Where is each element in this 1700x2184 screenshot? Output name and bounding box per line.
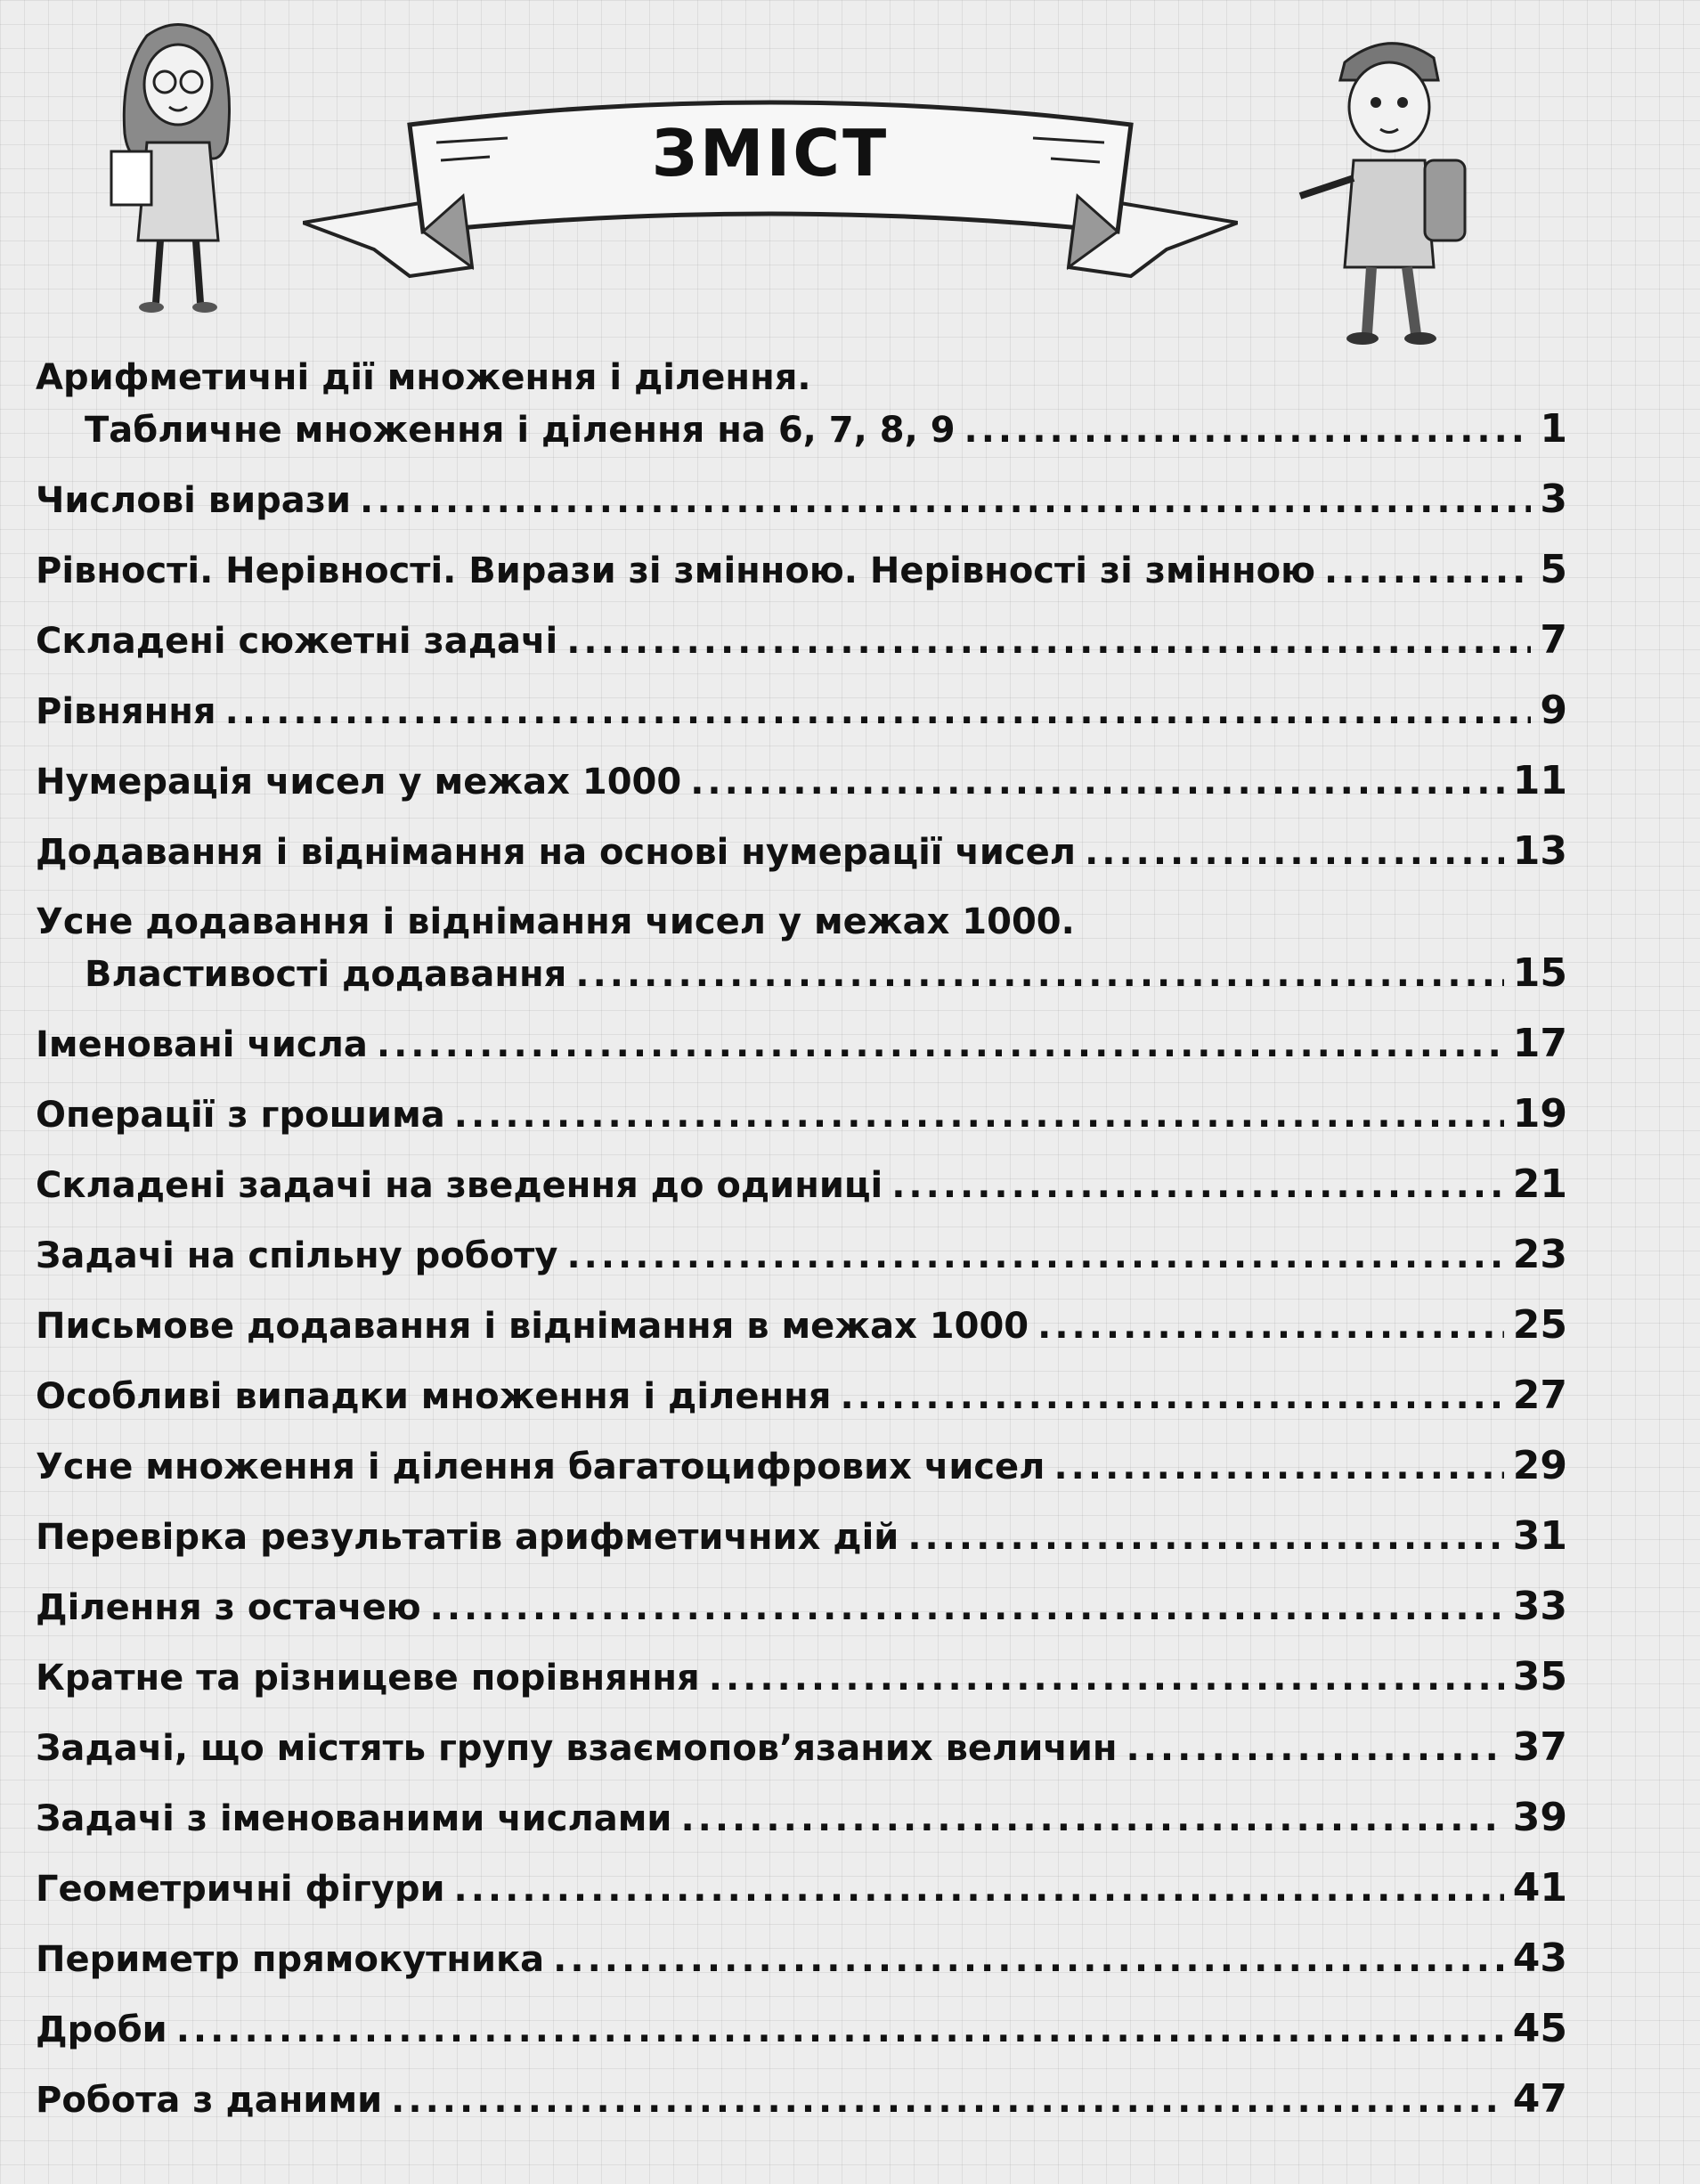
dot-leader — [391, 2074, 1504, 2126]
toc-entry-page: 11 — [1512, 758, 1567, 803]
toc-entry[interactable] — [36, 896, 1567, 1018]
toc-entry-title: Числові вирази — [36, 480, 352, 521]
toc-entry-title: Кратне та різницеве порівняння — [36, 1658, 700, 1699]
dot-leader — [430, 1582, 1504, 1634]
toc-entry-title: Дроби — [36, 2009, 167, 2050]
toc-entry-page: 27 — [1512, 1373, 1567, 1418]
toc-entry[interactable] — [36, 1088, 1567, 1159]
toc-entry-page: 21 — [1512, 1161, 1567, 1207]
toc-entry-page: 9 — [1540, 688, 1567, 733]
dot-leader — [1037, 1300, 1504, 1352]
table-of-contents — [36, 352, 1567, 2144]
toc-entry-page: 29 — [1512, 1443, 1567, 1488]
dot-leader — [964, 404, 1532, 456]
toc-entry[interactable] — [36, 1440, 1567, 1511]
toc-entry[interactable] — [36, 1018, 1567, 1088]
dot-leader — [1053, 1441, 1503, 1493]
toc-entry-title: Рівності. Нерівності. Вирази зі змінною. Нерівності зі змінною — [36, 550, 1315, 591]
dot-leader — [566, 1230, 1503, 1282]
toc-entry-page: 17 — [1512, 1021, 1567, 1066]
toc-entry[interactable] — [36, 2003, 1567, 2074]
dot-leader — [1127, 1723, 1504, 1774]
toc-entry[interactable] — [36, 1933, 1567, 2003]
toc-entry[interactable] — [36, 1651, 1567, 1722]
toc-entry-title-line1: Усне додавання і віднімання чисел у межах 1000. — [36, 901, 1075, 942]
toc-entry-page: 45 — [1512, 2006, 1567, 2051]
dot-leader — [907, 1512, 1503, 1563]
dot-leader — [1324, 545, 1531, 597]
dot-leader — [225, 686, 1532, 738]
toc-entry[interactable] — [36, 615, 1567, 685]
toc-entry-page: 19 — [1512, 1091, 1567, 1137]
toc-entry-page: 1 — [1540, 406, 1567, 452]
toc-entry-title: Рівняння — [36, 691, 216, 732]
dot-leader — [680, 1793, 1503, 1845]
dot-leader — [1085, 827, 1504, 878]
toc-entry-title: Задачі на спільну роботу — [36, 1235, 558, 1276]
toc-entry-title: Особливі випадки множення і ділення — [36, 1376, 832, 1417]
toc-entry[interactable] — [36, 1511, 1567, 1581]
toc-entry[interactable] — [36, 1581, 1567, 1651]
toc-entry-page: 31 — [1512, 1513, 1567, 1559]
toc-entry-title: Операції з грошима — [36, 1095, 445, 1136]
toc-entry-page: 33 — [1512, 1584, 1567, 1629]
page-title: ЗМІСТ — [651, 116, 890, 191]
toc-entry-title: Задачі з іменованими числами — [36, 1798, 672, 1839]
toc-entry[interactable] — [36, 826, 1567, 896]
toc-entry-title: Задачі, що містять групу взаємопов’язаних величин — [36, 1728, 1118, 1769]
toc-entry[interactable] — [36, 2074, 1567, 2144]
toc-entry-title: Табличне множення і ділення на 6, 7, 8, 9 — [85, 410, 956, 451]
toc-entry-title: Складені задачі на зведення до одиниці — [36, 1165, 883, 1206]
toc-entry-title: Письмове додавання і віднімання в межах 1000 — [36, 1306, 1029, 1347]
dot-leader — [566, 615, 1531, 667]
toc-entry-page: 5 — [1540, 547, 1567, 592]
toc-entry-page: 35 — [1512, 1654, 1567, 1699]
toc-entry-page: 37 — [1512, 1724, 1567, 1770]
toc-entry-title: Нумерація чисел у межах 1000 — [36, 762, 682, 803]
toc-entry[interactable] — [36, 1792, 1567, 1862]
toc-entry-title: Додавання і віднімання на основі нумерації чисел — [36, 832, 1077, 873]
dot-leader — [360, 475, 1531, 526]
toc-entry[interactable] — [36, 1370, 1567, 1440]
dot-leader — [891, 1160, 1504, 1211]
toc-entry-page: 41 — [1512, 1865, 1567, 1911]
toc-entry-page: 25 — [1512, 1302, 1567, 1348]
dot-leader — [575, 949, 1503, 1000]
toc-entry-title: Іменовані числа — [36, 1024, 368, 1065]
toc-entry[interactable] — [36, 685, 1567, 755]
dot-leader — [377, 1019, 1504, 1071]
toc-entry-page: 43 — [1512, 1935, 1567, 1981]
toc-entry-page: 39 — [1512, 1795, 1567, 1840]
toc-entry-page: 47 — [1512, 2076, 1567, 2122]
toc-entry[interactable] — [36, 1722, 1567, 1792]
toc-entry-title: Усне множення і ділення багатоцифрових чисел — [36, 1446, 1045, 1487]
toc-entry-page: 3 — [1540, 477, 1567, 522]
toc-entry[interactable] — [36, 1300, 1567, 1370]
toc-entry[interactable] — [36, 755, 1567, 826]
toc-entry-page: 15 — [1512, 950, 1567, 996]
toc-entry-page: 7 — [1540, 617, 1567, 663]
dot-leader — [690, 756, 1504, 808]
toc-entry[interactable] — [36, 1229, 1567, 1300]
page-header — [0, 0, 1700, 356]
toc-entry[interactable] — [36, 352, 1567, 474]
toc-entry[interactable] — [36, 1862, 1567, 1933]
toc-entry-title: Ділення з остачею — [36, 1587, 421, 1628]
toc-entry-page: 13 — [1512, 828, 1567, 874]
toc-entry-title-line1: Арифметичні дії множення і ділення. — [36, 357, 811, 398]
toc-entry-title: Геометричні фігури — [36, 1869, 445, 1910]
boy-illustration — [1291, 27, 1496, 347]
toc-entry-title: Властивості додавання — [85, 954, 567, 995]
dot-leader — [454, 1089, 1504, 1141]
toc-entry[interactable] — [36, 1159, 1567, 1229]
toc-entry-title: Складені сюжетні задачі — [36, 621, 558, 662]
dot-leader — [709, 1652, 1504, 1704]
toc-entry-title: Робота з даними — [36, 2080, 383, 2121]
girl-illustration — [94, 18, 263, 321]
toc-entry-title: Периметр прямокутника — [36, 1939, 545, 1980]
dot-leader — [840, 1371, 1503, 1422]
toc-entry-page: 23 — [1512, 1232, 1567, 1277]
toc-entry-title: Перевірка результатів арифметичних дій — [36, 1517, 899, 1558]
dot-leader — [553, 1934, 1504, 1985]
toc-entry[interactable] — [36, 474, 1567, 544]
dot-leader — [176, 2004, 1504, 2056]
toc-entry[interactable] — [36, 544, 1567, 615]
dot-leader — [454, 1863, 1504, 1915]
